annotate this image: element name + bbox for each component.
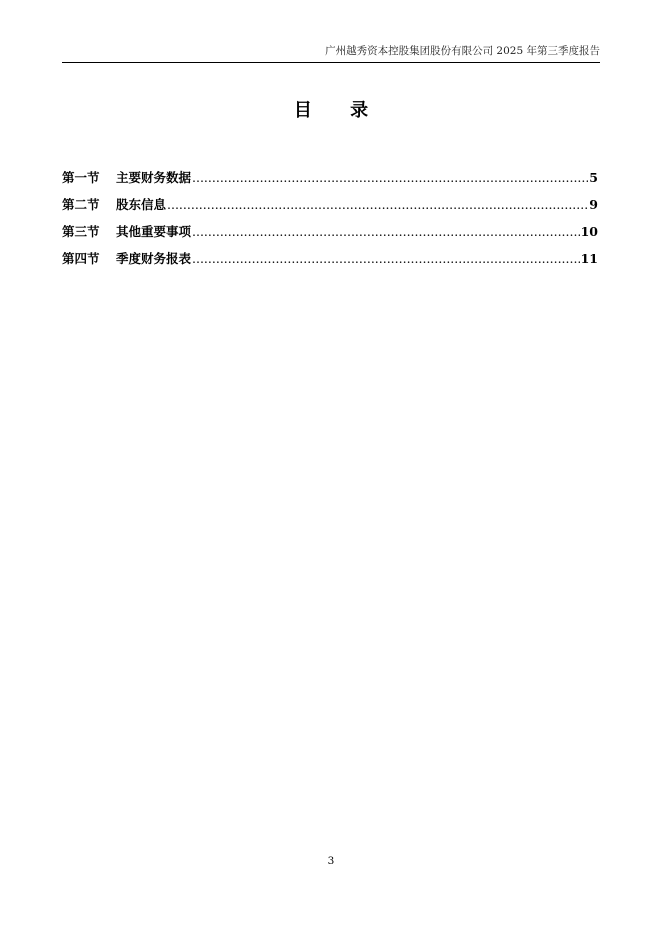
toc-section-number: 第三节 [62,224,100,239]
toc-entry-shareholder-info[interactable] [62,195,598,222]
toc-section-name: 主要财务数据 [116,170,192,185]
toc-section-name: 其他重要事项 [116,224,192,239]
toc-page-number: 10 [580,224,598,239]
toc-page-number: 11 [580,251,598,266]
toc-section-number: 第一节 [62,170,100,185]
toc-section-name: 季度财务报表 [116,251,192,266]
toc-entry-main-financial-data[interactable] [62,168,598,195]
toc-section-number: 第四节 [62,251,100,266]
header-text: 广州越秀资本控股集团股份有限公司 2025 年第三季度报告 [325,45,600,57]
toc-section-number: 第二节 [62,197,100,212]
toc-leader-dots [192,224,580,239]
toc-leader-dots [167,197,588,212]
table-of-contents [62,168,598,276]
toc-title: 目 录 [293,100,385,121]
page-header [62,42,600,63]
toc-section-name: 股东信息 [116,197,167,212]
page-number: 3 [327,855,335,867]
toc-entry-other-important-matters[interactable] [62,222,598,249]
toc-page-number: 5 [589,170,598,185]
toc-leader-dots [192,170,588,185]
toc-page-number: 9 [589,197,598,212]
toc-leader-dots [192,251,580,266]
toc-entry-quarterly-financial-statements[interactable] [62,249,598,276]
